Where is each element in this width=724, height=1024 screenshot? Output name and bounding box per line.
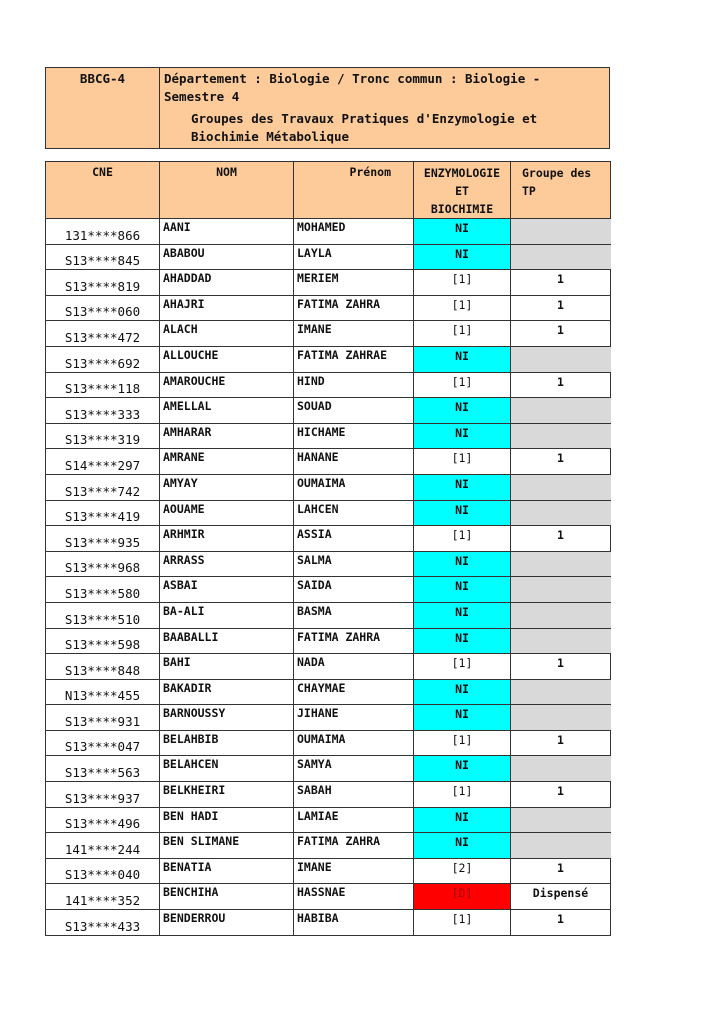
table-row [46,577,611,603]
groupe-tp-cell: 1 [511,858,611,884]
column-header-groupe [511,162,611,219]
cne-cell: N13****455 [46,679,160,705]
table-row [46,602,611,628]
table-row [46,295,611,321]
cne-cell: S13****935 [46,526,160,552]
groupe-tp-cell [511,474,611,500]
nom-cell: BA-ALI [160,602,294,628]
prenom-cell: FATIMA ZAHRAE [294,346,414,372]
nom-cell: AMAROUCHE [160,372,294,398]
nom-cell: BAKADIR [160,679,294,705]
groupe-tp-cell [511,705,611,731]
table-row [46,321,611,347]
table-row [46,654,611,680]
groupe-tp-cell [511,551,611,577]
nom-cell: AMELLAL [160,398,294,424]
enzymologie-status-cell: [1] [414,526,511,552]
cne-cell: S13****047 [46,730,160,756]
nom-cell: ABABOU [160,244,294,270]
table-row [46,423,611,449]
cne-cell: S13****510 [46,602,160,628]
prenom-cell: LAHCEN [294,500,414,526]
groupe-tp-cell: Dispensé [511,884,611,910]
cne-cell: S13****931 [46,705,160,731]
cne-cell: S13****845 [46,244,160,270]
table-row [46,372,611,398]
nom-cell: BENCHIHA [160,884,294,910]
cne-cell: S13****472 [46,321,160,347]
column-header-enzy-line-2: ET [455,184,469,198]
nom-cell: AMHARAR [160,423,294,449]
cne-cell: 141****244 [46,833,160,859]
cne-cell: S13****040 [46,858,160,884]
table-row [46,398,611,424]
nom-cell: AANI [160,219,294,245]
nom-cell: BELKHEIRI [160,782,294,808]
enzymologie-status-cell: NI [414,577,511,603]
nom-cell: BENATIA [160,858,294,884]
cne-cell: 131****866 [46,219,160,245]
table-row [46,346,611,372]
table-row [46,449,611,475]
enzymologie-status-cell: NI [414,346,511,372]
cne-cell: 141****352 [46,884,160,910]
table-row [46,526,611,552]
column-header-groupe-line-2: TP [522,184,536,198]
table-row [46,910,611,936]
cne-cell: S13****742 [46,474,160,500]
table-row [46,244,611,270]
table-row [46,884,611,910]
prenom-cell: FATIMA ZAHRA [294,833,414,859]
nom-cell: BARNOUSSY [160,705,294,731]
prenom-cell: OUMAIMA [294,730,414,756]
table-row [46,858,611,884]
groupe-tp-cell [511,346,611,372]
table-row [46,679,611,705]
column-header-enzy-line-1: ENZYMOLOGIE [423,166,501,180]
table-row [46,807,611,833]
groupe-tp-cell: 1 [511,449,611,475]
groupe-tp-cell [511,423,611,449]
enzymologie-status-cell: NI [414,500,511,526]
cne-cell: S13****937 [46,782,160,808]
table-row [46,756,611,782]
prenom-cell: FATIMA ZAHRA [294,295,414,321]
column-header-cne: CNE [46,162,160,219]
groupe-tp-cell: 1 [511,730,611,756]
groupe-tp-cell [511,244,611,270]
column-header-nom: NOM [160,162,294,219]
table-row [46,833,611,859]
groupe-tp-cell [511,679,611,705]
nom-cell: AMRANE [160,449,294,475]
prenom-cell: LAYLA [294,244,414,270]
enzymologie-status-cell: [1] [414,782,511,808]
nom-cell: ARHMIR [160,526,294,552]
cne-cell: S13****968 [46,551,160,577]
column-header-enzy-line-3: BIOCHIMIE [430,202,494,216]
nom-cell: ALACH [160,321,294,347]
column-header-enzymologie [414,162,511,219]
enzymologie-status-cell: NI [414,551,511,577]
nom-cell: BAHI [160,654,294,680]
groupe-tp-cell [511,628,611,654]
prenom-cell: NADA [294,654,414,680]
cne-cell: S13****598 [46,628,160,654]
class-code: BBCG-4 [46,68,160,148]
groupe-tp-cell [511,756,611,782]
enzymologie-status-cell: NI [414,628,511,654]
enzymologie-status-cell: NI [414,679,511,705]
prenom-cell: SOUAD [294,398,414,424]
department-line-2: Semestre 4 [164,89,240,104]
cne-cell: S13****580 [46,577,160,603]
prenom-cell: SALMA [294,551,414,577]
prenom-cell: MERIEM [294,270,414,296]
table-row [46,782,611,808]
cne-cell: S13****419 [46,500,160,526]
prenom-cell: ASSIA [294,526,414,552]
enzymologie-status-cell: NI [414,705,511,731]
students-table [45,161,611,936]
enzymologie-status-cell: [1] [414,270,511,296]
groupe-tp-cell: 1 [511,782,611,808]
table-row [46,500,611,526]
table-row [46,705,611,731]
table-row [46,730,611,756]
nom-cell: BAABALLI [160,628,294,654]
cne-cell: S14****297 [46,449,160,475]
nom-cell: BELAHBIB [160,730,294,756]
groupe-tp-cell [511,219,611,245]
enzymologie-status-cell: NI [414,219,511,245]
enzymologie-status-cell: [1] [414,449,511,475]
table-row [46,219,611,245]
prenom-cell: OUMAIMA [294,474,414,500]
enzymologie-status-cell: NI [414,756,511,782]
groupe-tp-cell: 1 [511,270,611,296]
prenom-cell: SABAH [294,782,414,808]
enzymologie-status-cell: NI [414,244,511,270]
prenom-cell: IMANE [294,321,414,347]
table-row [46,628,611,654]
nom-cell: BEN HADI [160,807,294,833]
enzymologie-status-cell: NI [414,602,511,628]
prenom-cell: HASSNAE [294,884,414,910]
column-header-groupe-line-1: Groupe des [522,166,592,180]
prenom-cell: IMANE [294,858,414,884]
groupe-tp-cell: 1 [511,295,611,321]
document-header [45,67,610,149]
nom-cell: ARRASS [160,551,294,577]
table-body [46,219,611,936]
nom-cell: BEN SLIMANE [160,833,294,859]
department-info [164,70,540,106]
table-row [46,551,611,577]
enzymologie-status-cell: NI [414,474,511,500]
prenom-cell: HIND [294,372,414,398]
groupe-tp-cell [511,398,611,424]
enzymologie-status-cell: NI [414,398,511,424]
enzymologie-status-cell: [1] [414,372,511,398]
cne-cell: S13****496 [46,807,160,833]
groupe-tp-cell: 1 [511,910,611,936]
enzymologie-status-cell: [1] [414,295,511,321]
groupe-tp-cell: 1 [511,372,611,398]
nom-cell: AHADDAD [160,270,294,296]
enzymologie-status-cell: [1] [414,321,511,347]
document-title [191,110,537,146]
enzymologie-status-cell: [1] [414,654,511,680]
nom-cell: AMYAY [160,474,294,500]
prenom-cell: CHAYMAE [294,679,414,705]
cne-cell: S13****060 [46,295,160,321]
groupe-tp-cell [511,807,611,833]
cne-cell: S13****819 [46,270,160,296]
nom-cell: AOUAME [160,500,294,526]
groupe-tp-cell [511,577,611,603]
nom-cell: ASBAI [160,577,294,603]
nom-cell: ALLOUCHE [160,346,294,372]
prenom-cell: HABIBA [294,910,414,936]
enzymologie-status-cell: [2] [414,858,511,884]
prenom-cell: SAMYA [294,756,414,782]
groupe-tp-cell: 1 [511,526,611,552]
prenom-cell: HANANE [294,449,414,475]
nom-cell: BELAHCEN [160,756,294,782]
cne-cell: S13****319 [46,423,160,449]
cne-cell: S13****563 [46,756,160,782]
title-line-1: Groupes des Travaux Pratiques d'Enzymologie et [191,111,538,126]
nom-cell: BENDERROU [160,910,294,936]
cne-cell: S13****118 [46,372,160,398]
enzymologie-status-cell: NI [414,807,511,833]
prenom-cell: LAMIAE [294,807,414,833]
cne-cell: S13****333 [46,398,160,424]
enzymologie-status-cell: NI [414,423,511,449]
groupe-tp-cell [511,602,611,628]
prenom-cell: BASMA [294,602,414,628]
enzymologie-status-cell: NI [414,833,511,859]
enzymologie-status-cell: [1] [414,730,511,756]
groupe-tp-cell [511,833,611,859]
cne-cell: S13****692 [46,346,160,372]
groupe-tp-cell: 1 [511,654,611,680]
table-header-row [46,162,611,219]
cne-cell: S13****848 [46,654,160,680]
groupe-tp-cell: 1 [511,321,611,347]
groupe-tp-cell [511,500,611,526]
title-line-2: Biochimie Métabolique [191,129,350,144]
prenom-cell: FATIMA ZAHRA [294,628,414,654]
prenom-cell: HICHAME [294,423,414,449]
column-header-prenom: Prénom [294,162,414,219]
enzymologie-status-cell: [1] [414,910,511,936]
prenom-cell: JIHANE [294,705,414,731]
cne-cell: S13****433 [46,910,160,936]
prenom-cell: MOHAMED [294,219,414,245]
department-line-1: Département : Biologie / Tronc commun : Biologie - [164,71,541,86]
table-row [46,270,611,296]
nom-cell: AHAJRI [160,295,294,321]
enzymologie-status-cell: [D] [414,884,511,910]
prenom-cell: SAIDA [294,577,414,603]
table-row [46,474,611,500]
